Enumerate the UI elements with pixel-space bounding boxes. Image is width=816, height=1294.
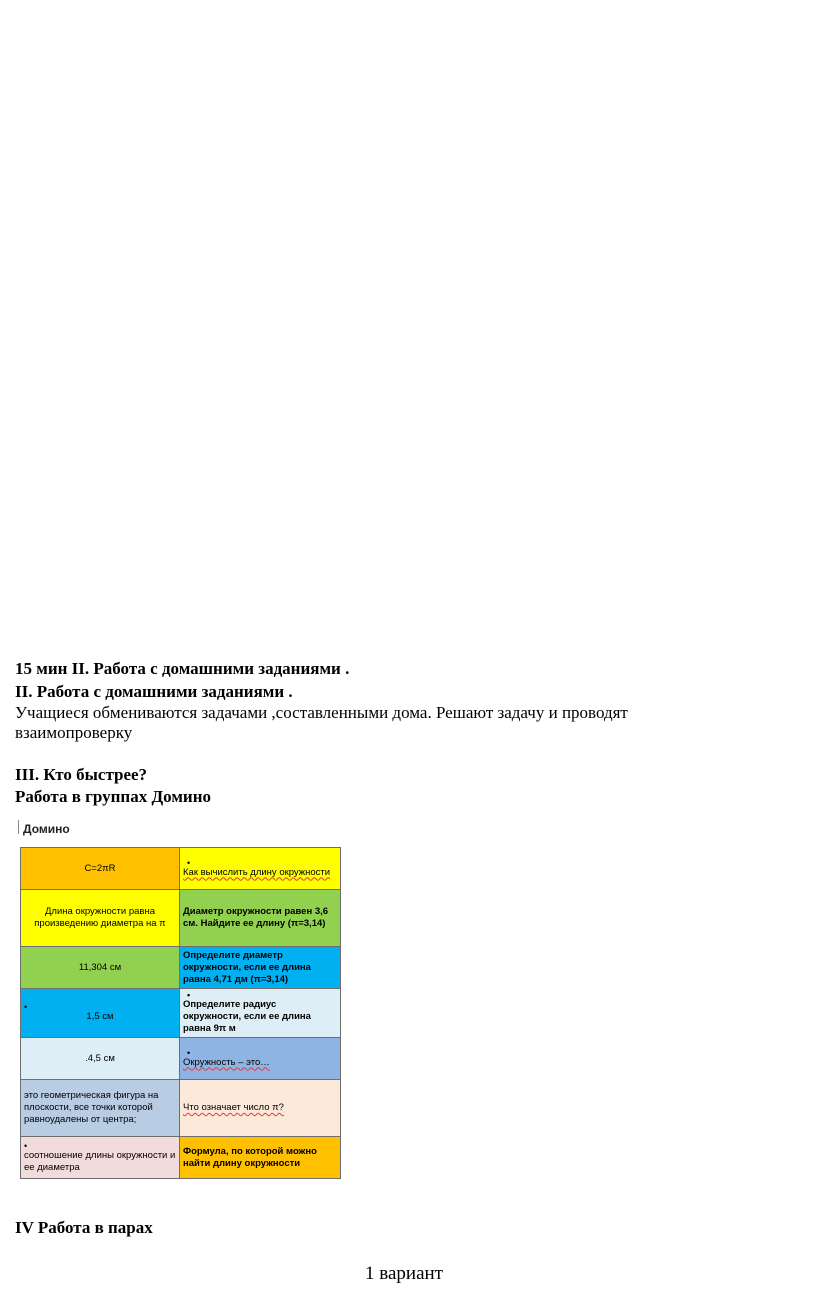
domino-cell-question (180, 1080, 341, 1137)
domino-answer-text: 11,304 см (78, 961, 122, 973)
domino-question-text: Что означает число π? (183, 1102, 284, 1113)
section-3-title: III. Кто быстрее? (15, 765, 148, 784)
domino-row (21, 848, 341, 890)
domino-answer-text: это геометрическая фигура на плоскости, все точки которой равноудалены от центра; (24, 1090, 159, 1125)
domino-figure (18, 818, 338, 1174)
domino-cell-answer (21, 1137, 180, 1179)
bullet-icon: • (187, 990, 191, 1000)
domino-cell-answer (21, 947, 180, 989)
domino-row (21, 947, 341, 989)
domino-question-text: Определите радиус окружности, если ее длина равна 9π м (183, 999, 311, 1034)
body-line-2: взаимопроверку (15, 723, 133, 742)
domino-cell-answer (21, 1038, 180, 1080)
domino-question-text: Как вычислить длину окружности (183, 866, 331, 878)
domino-question-text: Формула, по которой можно найти длину окружности (183, 1145, 317, 1169)
domino-table (20, 847, 341, 1179)
body-line-1: Учащиеся обмениваются задачами ,составленными дома. Решают задачу и проводят (15, 703, 628, 722)
domino-cell-answer (21, 1080, 180, 1137)
domino-cell-question (180, 848, 341, 890)
figure-edge-mark (18, 820, 19, 834)
variant-label: 1 вариант (365, 1263, 443, 1284)
domino-cell-question (180, 947, 341, 989)
domino-cell-answer (21, 989, 180, 1038)
domino-answer-text: C=2πR (84, 862, 116, 874)
domino-answer-text: .4,5 см (85, 1052, 115, 1064)
domino-cell-answer (21, 848, 180, 890)
domino-cell-question (180, 1038, 341, 1080)
domino-title: Домино (23, 822, 70, 836)
section-4-title: IV Работа в парах (15, 1218, 153, 1237)
bullet-icon: • (24, 1002, 28, 1012)
domino-row (21, 1137, 341, 1179)
domino-answer-text: Длина окружности равна произведению диаметра на π (34, 906, 166, 929)
domino-row (21, 1080, 341, 1137)
section-3-subtitle: Работа в группах Домино (15, 787, 212, 806)
bullet-icon: • (187, 1047, 191, 1058)
stage-header: 15 мин II. Работа с домашними заданиями . (15, 659, 350, 678)
domino-question-text: Определите диаметр окружности, если ее длина равна 4,71 дм (π=3,14) (183, 949, 311, 985)
domino-cell-answer (21, 890, 180, 947)
domino-cell-question (180, 890, 341, 947)
stage-title: II. Работа с домашними заданиями . (15, 682, 293, 701)
domino-answer-text: соотношение длины окружности и ее диаметра (24, 1149, 176, 1173)
bullet-icon: • (24, 1140, 28, 1151)
domino-question-text: Окружность – это… (183, 1056, 270, 1068)
domino-question-text: Диаметр окружности равен 3,6 см. Найдите ее длину (π=3,14) (183, 906, 329, 929)
domino-row (21, 890, 341, 947)
domino-row (21, 1038, 341, 1080)
domino-cell-question (180, 1137, 341, 1179)
bullet-icon: • (187, 857, 191, 868)
domino-answer-text: 1,5 см (86, 1011, 114, 1022)
domino-row (21, 989, 341, 1038)
domino-cell-question (180, 989, 341, 1038)
